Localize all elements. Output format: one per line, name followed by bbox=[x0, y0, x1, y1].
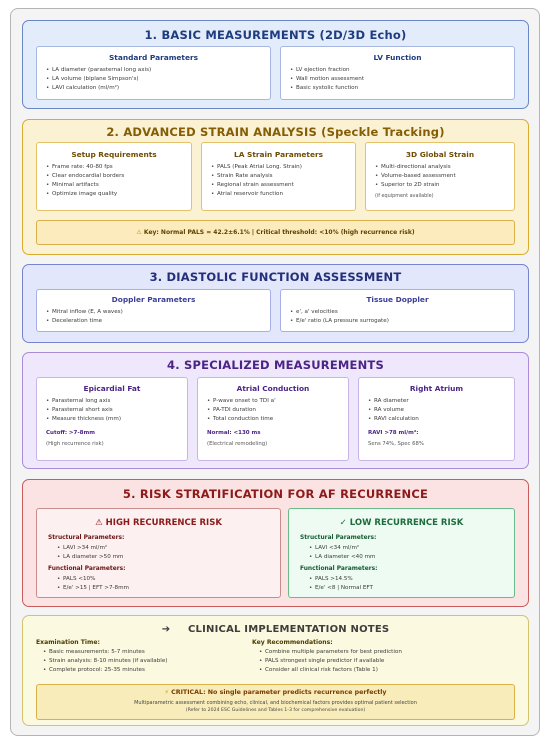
card-standard-parameters bbox=[36, 46, 271, 100]
list-item: • Basic systolic function bbox=[290, 84, 510, 93]
critical-title: ⚡ CRITICAL: No single parameter predicts recurrence perfectly bbox=[164, 689, 387, 696]
list-item: • LAVI <34 ml/m² bbox=[309, 544, 510, 553]
list-item: • PALS (Peak Atrial Long. Strain) bbox=[211, 163, 351, 172]
list-item: • E/e' >15 | EFT >7-8mm bbox=[57, 584, 276, 593]
list-item: • Parasternal long axis bbox=[46, 397, 183, 406]
list-item: • Parasternal short axis bbox=[46, 406, 183, 415]
card-right-atrium bbox=[358, 377, 515, 461]
section-advanced-strain bbox=[22, 119, 529, 255]
card-title: Setup Requirements bbox=[71, 150, 157, 159]
list-item: • LAVI >34 ml/m² bbox=[57, 544, 276, 553]
list-item: • PALS strongest single predictor if available bbox=[259, 657, 402, 666]
list-item: • Wall motion assessment bbox=[290, 75, 510, 84]
warning-icon: ⚠ bbox=[95, 518, 103, 528]
card-title: LA Strain Parameters bbox=[234, 150, 323, 159]
bullet-list bbox=[375, 163, 510, 190]
cutoff-value: Cutoff: >7-8mm bbox=[46, 430, 95, 436]
section-specialized-measurements bbox=[22, 352, 529, 469]
low-risk-panel bbox=[288, 508, 515, 598]
structural-list bbox=[309, 544, 510, 562]
functional-list bbox=[309, 575, 510, 593]
list-item: • Volume-based assessment bbox=[375, 172, 510, 181]
bullet-list bbox=[290, 308, 510, 326]
ravi-performance: Sens 74%, Spec 68% bbox=[368, 441, 424, 447]
section-title: ➔ CLINICAL IMPLEMENTATION NOTES bbox=[161, 624, 390, 635]
section-title: 2. ADVANCED STRAIN ANALYSIS (Speckle Tracking) bbox=[106, 125, 445, 139]
normal-value: Normal: <130 ms bbox=[207, 430, 261, 436]
functional-list bbox=[57, 575, 276, 593]
list-item: • Superior to 2D strain bbox=[375, 181, 510, 190]
bullet-list bbox=[368, 397, 510, 424]
bullet-list bbox=[46, 66, 266, 93]
bullet-list bbox=[290, 66, 510, 93]
low-risk-title: ✓ LOW RECURRENCE RISK bbox=[339, 518, 464, 528]
bullet-list bbox=[46, 308, 266, 326]
list-item: • LV ejection fraction bbox=[290, 66, 510, 75]
card-title: Tissue Doppler bbox=[366, 295, 429, 304]
equipment-note: (if equipment available) bbox=[375, 193, 434, 199]
card-lv-function bbox=[280, 46, 515, 100]
list-item: • Strain Rate analysis bbox=[211, 172, 351, 181]
bullet-list bbox=[46, 163, 187, 199]
list-item: • E/e' <8 | Normal EFT bbox=[309, 584, 510, 593]
list-item: • Atrial reservoir function bbox=[211, 190, 351, 199]
list-item: • Strain analysis: 8-10 minutes (if available) bbox=[43, 657, 167, 666]
critical-line-2: (Refer to 2024 ESC Guidelines and Tables 1-3 for comprehensive evaluation) bbox=[185, 708, 366, 713]
section-risk-stratification bbox=[22, 479, 529, 607]
list-item: • Clear endocardial borders bbox=[46, 172, 187, 181]
recommendations-list bbox=[259, 648, 402, 675]
ravi-threshold: RAVI >78 ml/m²: bbox=[368, 430, 419, 436]
card-title: LV Function bbox=[373, 53, 422, 62]
functional-label: Functional Parameters: bbox=[300, 566, 378, 572]
warning-icon: ⚠ bbox=[136, 229, 142, 236]
list-item: • Combine multiple parameters for best prediction bbox=[259, 648, 402, 657]
list-item: • Basic measurements: 5-7 minutes bbox=[43, 648, 167, 657]
list-item: • PALS <10% bbox=[57, 575, 276, 584]
list-item: • Deceleration time bbox=[46, 317, 266, 326]
exam-time-label: Examination Time: bbox=[36, 639, 100, 646]
list-item: • RA volume bbox=[368, 406, 510, 415]
cutoff-note: (High recurrence risk) bbox=[46, 441, 104, 447]
list-item: • Frame rate: 40-80 fps bbox=[46, 163, 187, 172]
card-title: Standard Parameters bbox=[108, 53, 199, 62]
list-item: • PA-TDI duration bbox=[207, 406, 344, 415]
functional-label: Functional Parameters: bbox=[48, 566, 126, 572]
recommendations-label: Key Recommendations: bbox=[252, 639, 333, 646]
list-item: • e', a' velocities bbox=[290, 308, 510, 317]
list-item: • LAVI calculation (ml/m²) bbox=[46, 84, 266, 93]
bullet-list bbox=[46, 397, 183, 424]
exam-time-list bbox=[43, 648, 167, 675]
list-item: • RA diameter bbox=[368, 397, 510, 406]
section-title: 5. RISK STRATIFICATION FOR AF RECURRENCE bbox=[122, 487, 429, 501]
section-diastolic-function bbox=[22, 264, 529, 343]
section-title: 4. SPECIALIZED MEASUREMENTS bbox=[167, 358, 384, 372]
list-item: • LA volume (biplane Simpson's) bbox=[46, 75, 266, 84]
list-item: • LA diameter >50 mm bbox=[57, 553, 276, 562]
list-item: • Multi-directional analysis bbox=[375, 163, 510, 172]
list-item: • E/e' ratio (LA pressure surrogate) bbox=[290, 317, 510, 326]
check-icon: ✓ bbox=[339, 518, 347, 528]
list-item: • LA diameter (parasternal long axis) bbox=[46, 66, 266, 75]
list-item: • Optimize image quality bbox=[46, 190, 187, 199]
card-epicardial-fat bbox=[36, 377, 188, 461]
section-implementation-notes bbox=[22, 615, 529, 726]
card-setup-requirements bbox=[36, 142, 192, 211]
structural-list bbox=[57, 544, 276, 562]
list-item: • RAVI calculation bbox=[368, 415, 510, 424]
section-basic-measurements bbox=[22, 20, 529, 109]
critical-line-1: Multiparametric assessment combining echo, clinical, and biochemical factors provides optimal patient selection bbox=[134, 700, 417, 706]
list-item: • PALS >14.5% bbox=[309, 575, 510, 584]
structural-label: Structural Parameters: bbox=[48, 535, 125, 541]
key-text: Key: Normal PALS = 42.2±6.1% | Critical threshold: <10% (high recurrence risk) bbox=[143, 229, 415, 236]
list-item: • Regional strain assessment bbox=[211, 181, 351, 190]
list-item: • P-wave onset to TDI a' bbox=[207, 397, 344, 406]
high-risk-title: ⚠ HIGH RECURRENCE RISK bbox=[95, 518, 222, 528]
card-tissue-doppler bbox=[280, 289, 515, 332]
normal-note: (Electrical remodeling) bbox=[207, 441, 268, 447]
card-title: Epicardial Fat bbox=[83, 384, 141, 393]
section-title: 1. BASIC MEASUREMENTS (2D/3D Echo) bbox=[144, 28, 407, 42]
list-item: • Consider all clinical risk factors (Table 1) bbox=[259, 666, 402, 675]
critical-callout bbox=[36, 684, 515, 720]
arrow-icon: ➔ bbox=[161, 624, 171, 635]
structural-label: Structural Parameters: bbox=[300, 535, 377, 541]
card-title: Doppler Parameters bbox=[111, 295, 196, 304]
list-item: • Total conduction time bbox=[207, 415, 344, 424]
bullet-list bbox=[211, 163, 351, 199]
card-la-strain-parameters bbox=[201, 142, 356, 211]
card-doppler-parameters bbox=[36, 289, 271, 332]
list-item: • Minimal artifacts bbox=[46, 181, 187, 190]
list-item: • Measure thickness (mm) bbox=[46, 415, 183, 424]
list-item: • Mitral inflow (E, A waves) bbox=[46, 308, 266, 317]
lightning-icon: ⚡ bbox=[164, 689, 169, 696]
card-title: Right Atrium bbox=[409, 384, 464, 393]
high-risk-panel bbox=[36, 508, 281, 598]
card-atrial-conduction bbox=[197, 377, 349, 461]
card-3d-global-strain bbox=[365, 142, 515, 211]
card-title: Atrial Conduction bbox=[236, 384, 310, 393]
key-values-callout bbox=[36, 220, 515, 245]
card-title: 3D Global Strain bbox=[405, 150, 475, 159]
section-title: 3. DIASTOLIC FUNCTION ASSESSMENT bbox=[149, 270, 402, 284]
list-item: • LA diameter <40 mm bbox=[309, 553, 510, 562]
list-item: • Complete protocol: 25-35 minutes bbox=[43, 666, 167, 675]
bullet-list bbox=[207, 397, 344, 424]
